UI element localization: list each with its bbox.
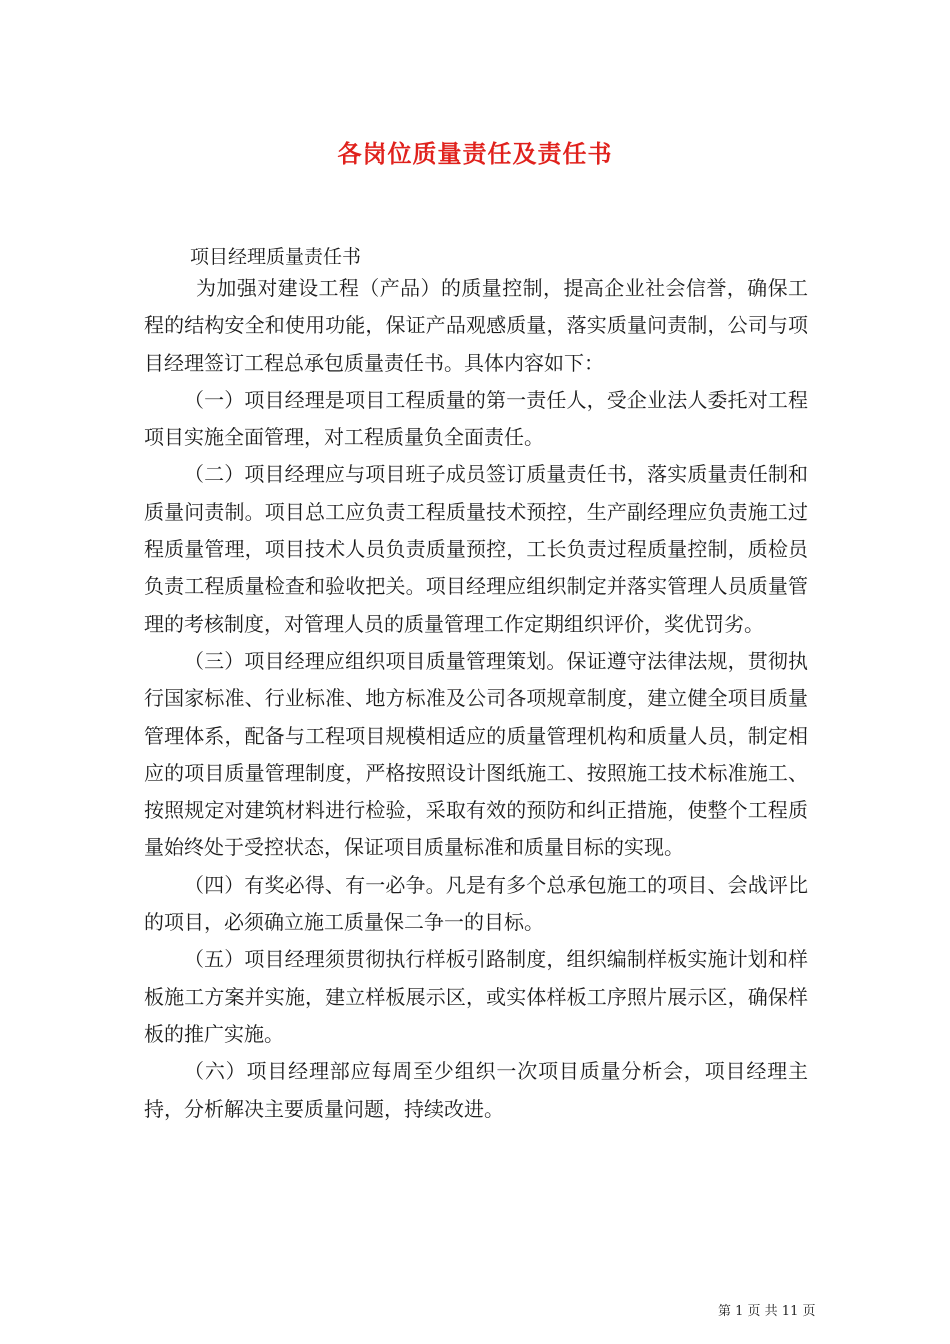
- paragraph-item-6: （六）项目经理部应每周至少组织一次项目质量分析会，项目经理主持，分析解决主要质量问题，持续改进。: [144, 1059, 808, 1121]
- paragraph-item-4: （四）有奖必得、有一必争。凡是有多个总承包施工的项目、会战评比的项目，必须确立施工质量保二争一的目标。: [144, 872, 808, 935]
- document-title: 各岗位质量责任及责任书: [337, 139, 613, 168]
- document-body: [144, 270, 808, 1128]
- page-number-footer: 第 1 页 共 11 页: [718, 1304, 816, 1319]
- paragraph-item-3: （三）项目经理应组织项目质量管理策划。保证遵守法律法规，贯彻执行国家标准、行业标准、地方标准及公司各项规章制度，建立健全项目质量管理体系，配备与工程项目规模相适应的质量管理机构和质量人员，制定相应的项目质量管理制度，严格按照设计图纸施工、按照施工技术标准施工、按照规定对建筑材料进行检验，采取有效的预防和纠正措施，使整个工程质量始终处于受控状态，保证项目质量标准和质量目标的实现。: [144, 648, 808, 860]
- paragraph-intro: 为加强对建设工程（产品）的质量控制，提高企业社会信誉，确保工程的结构安全和使用功能，保证产品观感质量，落实质量问责制，公司与项目经理签订工程总承包质量责任书。具体内容如下：: [144, 276, 808, 375]
- paragraph-item-2: （二）项目经理应与项目班子成员签订质量责任书，落实质量责任制和质量问责制。项目总工应负责工程质量技术预控，生产副经理应负责施工过程质量管理，项目技术人员负责质量预控，工长负责过程质量控制，质检员负责工程质量检查和验收把关。项目经理应组织制定并落实管理人员质量管理的考核制度，对管理人员的质量管理工作定期组织评价，奖优罚劣。: [144, 462, 808, 636]
- paragraph-item-5: （五）项目经理须贯彻执行样板引路制度，组织编制样板实施计划和样板施工方案并实施，建立样板展示区，或实体样板工序照片展示区，确保样板的推广实施。: [144, 947, 808, 1046]
- paragraph-item-1: （一）项目经理是项目工程质量的第一责任人，受企业法人委托对工程项目实施全面管理，对工程质量负全面责任。: [144, 387, 808, 450]
- document-subtitle: 项目经理质量责任书: [190, 246, 362, 268]
